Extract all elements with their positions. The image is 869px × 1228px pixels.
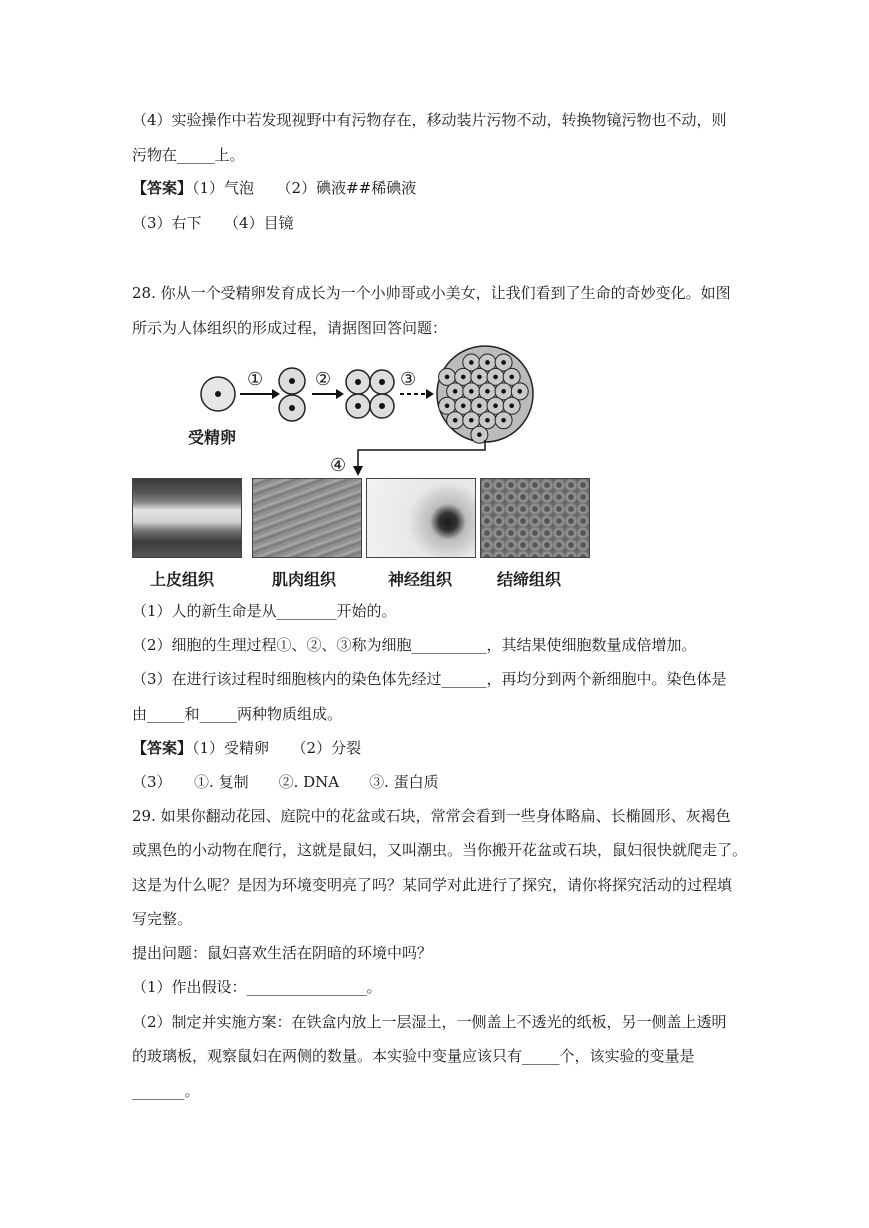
q28-stem-line2: 所示为人体组织的形成过程，请据图回答问题： — [132, 319, 448, 337]
q28-answer-line2: （3） ①. 复制 ②. DNA ③. 蛋白质 — [132, 773, 439, 791]
muscle-tissue-image — [252, 478, 362, 558]
q29-part1: （1）作出假设：________________。 — [132, 978, 382, 996]
q28-answer-text: （1）受精卵 （2）分裂 — [192, 739, 362, 757]
step-2-label: ② — [315, 369, 332, 390]
q29-stem-line4: 写完整。 — [132, 910, 193, 928]
cell-mass — [437, 346, 533, 443]
q29-stem-line2: 或黑色的小动物在爬行，这就是鼠妇，又叫潮虫。当你搬开花盆或石块，鼠妇很快就爬走了。 — [132, 841, 748, 859]
q29-question: 提出问题：鼠妇喜欢生活在阴暗的环境中吗？ — [132, 944, 433, 962]
q28-part2: （2）细胞的生理过程①、②、③称为细胞__________，其结果使细胞数量成倍增加。 — [132, 636, 697, 654]
four-cell-stage — [346, 370, 394, 418]
q28-part3-line1: （3）在进行该过程时细胞核内的染色体先经过______，再均分到两个新细胞中。染色体是 — [132, 670, 727, 688]
q27-part4-line1: （4）实验操作中若发现视野中有污物存在，移动装片污物不动，转换物镜污物也不动，则 — [132, 111, 727, 129]
step-3-label: ③ — [400, 369, 417, 390]
fertilized-egg-cell — [201, 377, 235, 411]
q27-answer-line1 — [132, 178, 416, 198]
q28-part3-line2: 由_____和_____两种物质组成。 — [132, 705, 343, 723]
q28-stem-line1: 28. 你从一个受精卵发育成长为一个小帅哥或小美女，让我们看到了生命的奇妙变化。如图 — [132, 284, 731, 302]
nerve-tissue-image — [366, 478, 476, 558]
tissue-label-connective: 结缔组织 — [497, 570, 562, 589]
q29-stem-line3: 这是为什么呢？是因为环境变明亮了吗？某同学对此进行了探究，请你将探究活动的过程填 — [132, 876, 733, 894]
q29-stem-line1: 29. 如果你翻动花园、庭院中的花盆或石块，常常会看到一些身体略扁、长椭圆形、灰褐色 — [132, 807, 731, 825]
tissue-label-epithelial: 上皮组织 — [150, 570, 215, 589]
step-1-label: ① — [247, 369, 264, 390]
q27-answer-text: （1）气泡 （2）碘液##稀碘液 — [192, 179, 417, 197]
answer-tag: 【答案】 — [132, 179, 193, 197]
two-cell-stage — [279, 368, 305, 421]
q29-part2-line1: （2）制定并实施方案：在铁盒内放上一层湿土，一侧盖上不透光的纸板，另一侧盖上透明 — [132, 1013, 727, 1031]
q28-part1: （1）人的新生命是从________开始的。 — [132, 602, 397, 620]
cell-division-diagram — [180, 342, 540, 482]
epithelial-tissue-image — [132, 478, 242, 558]
q29-part2-line3: _______。 — [132, 1082, 200, 1100]
egg-label: 受精卵 — [188, 428, 237, 447]
connective-tissue-image — [480, 478, 590, 558]
q27-part4-line2: 污物在_____上。 — [132, 146, 245, 164]
step-4-label: ④ — [330, 455, 347, 476]
tissue-label-muscle: 肌肉组织 — [272, 570, 337, 589]
answer-tag: 【答案】 — [132, 739, 193, 757]
q29-part2-line2: 的玻璃板，观察鼠妇在两侧的数量。本实验中变量应该只有_____个，该实验的变量是 — [132, 1047, 695, 1065]
q27-answer-line2: （3）右下 （4）目镜 — [132, 214, 294, 232]
q28-answer-line1 — [132, 738, 361, 758]
tissue-label-nerve: 神经组织 — [388, 570, 453, 589]
